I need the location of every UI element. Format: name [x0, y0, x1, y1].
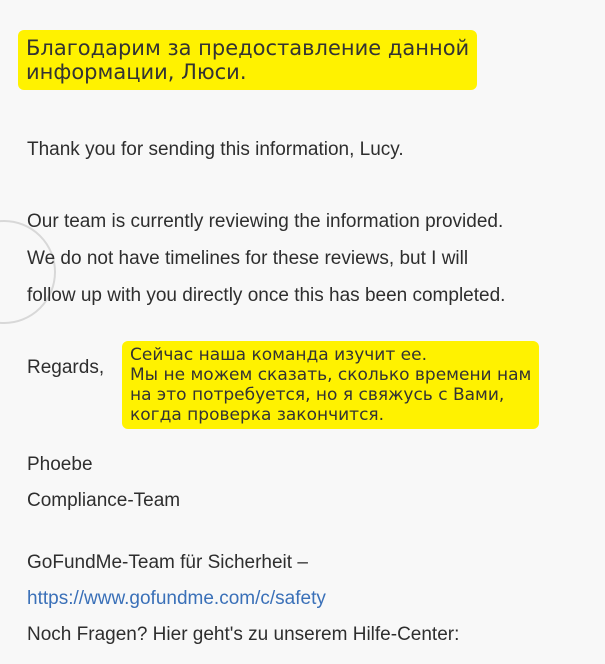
email-signature-name: Phoebe	[27, 454, 93, 475]
safety-link[interactable]: https://www.gofundme.com/c/safety	[27, 588, 326, 609]
email-review-text: follow up with you directly once this has been completed.	[27, 285, 506, 306]
email-help-center-text: Noch Fragen? Hier geht's zu unserem Hilfe-Center:	[27, 624, 460, 645]
translation-middle-line: когда проверка закончится.	[130, 405, 385, 425]
story-ring-icon	[0, 220, 56, 324]
translation-top-line: информации, Люси.	[26, 60, 247, 84]
email-review-text: We do not have timelines for these reviews, but I will	[27, 248, 469, 269]
translation-middle-line: Мы не можем сказать, сколько времени нам	[130, 365, 532, 385]
email-review-text: Our team is currently reviewing the information provided.	[27, 211, 504, 232]
email-thanks-text: Thank you for sending this information, Lucy.	[27, 139, 404, 160]
email-gofundme-team: GoFundMe-Team für Sicherheit –	[27, 552, 308, 573]
translation-middle-line: на это потребуется, но я свяжусь с Вами,	[130, 385, 505, 405]
translation-highlight-top	[18, 30, 477, 90]
translation-top-line: Благодарим за предоставление данной	[26, 36, 470, 60]
translation-highlight-middle	[122, 341, 539, 429]
email-signature-team: Compliance-Team	[27, 490, 181, 511]
email-regards-text: Regards,	[27, 357, 105, 378]
translation-middle-line: Сейчас наша команда изучит ее.	[130, 345, 427, 365]
